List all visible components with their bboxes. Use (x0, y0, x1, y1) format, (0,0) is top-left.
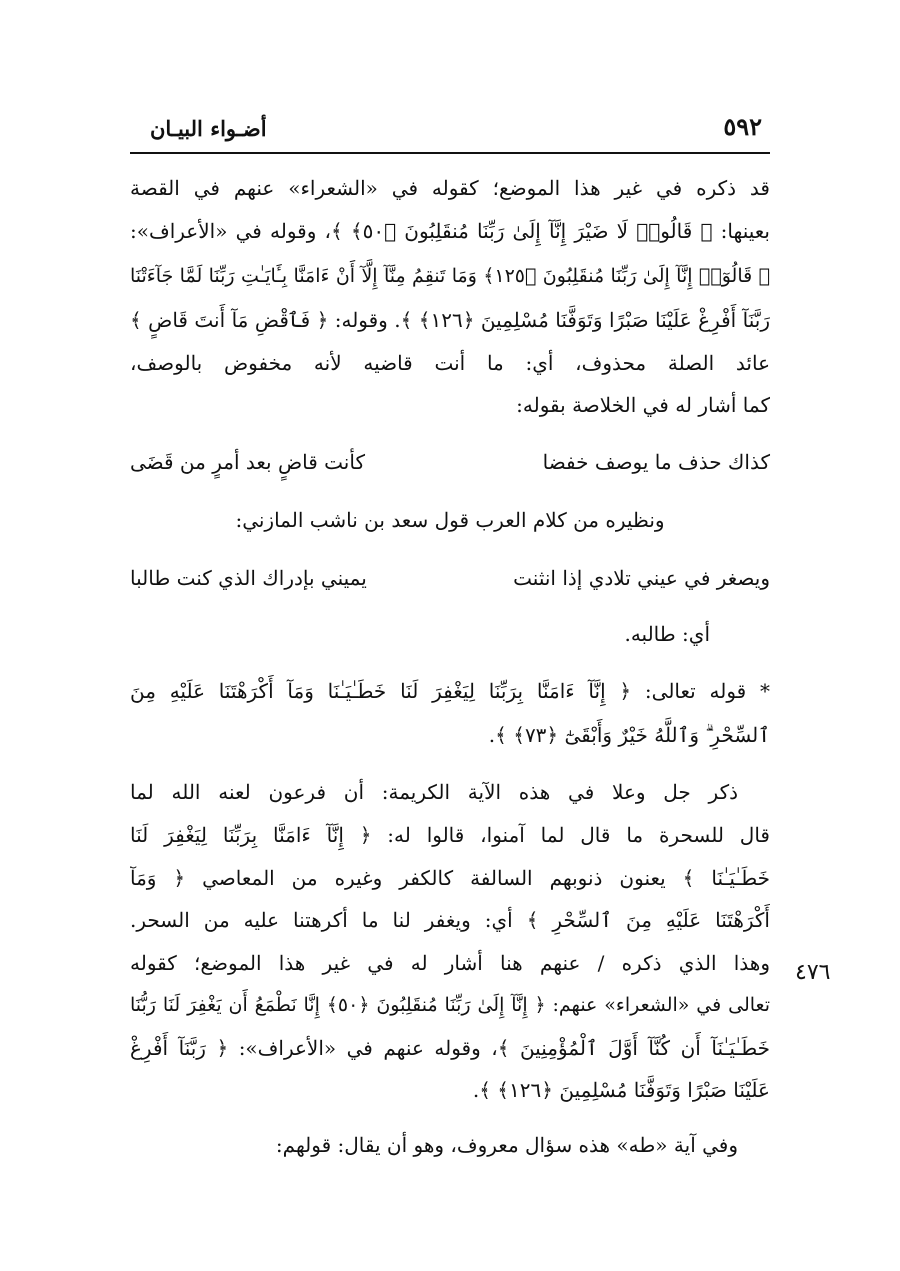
paragraph-line: تعالى في «الشعراء» عنهم: ﴿ إِنَّآ إِلَىٰ رَبِّنَا مُنقَلِبُونَ ﴿٥٠﴾ إِنَّا نَطْمَعُ أَن يَغْفِرَ لَنَا رَبُّنَا (130, 994, 770, 1016)
verse-first-hemistich: كذاك حذف ما يوصف خفضا (542, 450, 770, 474)
paragraph-line: أَكْرَهْتَنَا عَلَيْهِ مِنَ ٱلسِّحْرِ ﴾ أي: ويغفر لنا ما أكرهتنا عليه من السحر. (130, 908, 770, 932)
section-heading-line: ٱلسِّحْرِ ۗ وَٱللَّهُ خَيْرٌ وَأَبْقَىٰٓ ﴿٧٣﴾ ﴾. (488, 723, 770, 747)
paragraph-line: خَطَـٰيَـٰنَآ أَن كُنَّآ أَوَّلَ ٱلْمُؤْمِنِينَ ﴾، وقوله عنهم في «الأعراف»: ﴿ رَبَّنَآ أَفْرِغْ (130, 1036, 770, 1060)
margin-page-reference: ٤٧٦ (795, 960, 831, 985)
gloss-line: أي: طالبه. (624, 622, 710, 646)
paragraph-line: وهذا الذي ذكره / عنهم هنا أشار له في غير هذا الموضع؛ كقوله (130, 951, 770, 975)
page-header (130, 108, 770, 154)
paragraph-line: عائد الصلة محذوف، أي: ما أنت قاضيه لأنه مخفوض بالوصف، (130, 351, 770, 375)
poetry-verse (130, 442, 770, 482)
intro-line: ونظيره من كلام العرب قول سعد بن ناشب المازني: (235, 508, 665, 532)
paragraph-line: قد ذكره في غير هذا الموضع؛ كقوله في «الشعراء» عنهم في القصة (130, 176, 770, 200)
verse-first-hemistich: ويصغر في عيني تلادي إذا انثنت (513, 566, 770, 590)
paragraph-line: كما أشار له في الخلاصة بقوله: (516, 393, 770, 417)
paragraph-line: قال للسحرة ما قال لما آمنوا، قالوا له: ﴿ إِنَّآ ءَامَنَّا بِرَبِّنَا لِيَغْفِرَ لَنَا (130, 823, 770, 847)
page-number: ٥٩٢ (723, 112, 762, 141)
paragraph-line: عَلَيْنَا صَبْرًا وَتَوَفَّنَا مُسْلِمِينَ ﴿١٢٦﴾ ﴾. (472, 1078, 770, 1102)
poetry-verse (130, 558, 770, 598)
paragraph-line: ﴿ قَالُوٓا۟ إِنَّآ إِلَىٰ رَبِّنَا مُنقَلِبُونَ ﴿١٢٥﴾ وَمَا تَنقِمُ مِنَّآ إِلَّآ أَنْ ءَامَنَّا بِـَٔايَـٰتِ رَبِّنَا لَمَّا جَآءَتْنَا (130, 265, 770, 287)
closing-line: وفي آية «طه» هذه سؤال معروف، وهو أن يقال: قولهم: (275, 1133, 738, 1157)
paragraph-line: خَطَـٰيَـٰنَا ﴾ يعنون ذنوبهم السالفة كالكفر وغيره من المعاصي ﴿ وَمَآ (130, 866, 770, 890)
section-heading-line: * قوله تعالى: ﴿ إِنَّآ ءَامَنَّا بِرَبِّنَا لِيَغْفِرَ لَنَا خَطَـٰيَـٰنَا وَمَآ أَكْرَهْتَنَا عَلَيْهِ مِنَ (130, 679, 770, 703)
book-title: أضـواء البيـان (150, 116, 267, 141)
paragraph-line: رَبَّنَآ أَفْرِغْ عَلَيْنَا صَبْرًا وَتَوَفَّنَا مُسْلِمِينَ ﴿١٢٦﴾ ﴾. وقوله: ﴿ فَٱقْضِ مَآ أَنتَ قَاضٍ ﴾ (130, 308, 770, 332)
paragraph-line: بعينها: ﴿ قَالُوا۟ لَا ضَيْرَ إِنَّآ إِلَىٰ رَبِّنَا مُنقَلِبُونَ ﴿٥٠﴾ ﴾، وقوله في «الأعراف»: (130, 219, 770, 243)
verse-second-hemistich: كأنت قاضٍ بعد أمرٍ من قَضَى (130, 450, 365, 474)
paragraph-line: ذكر جل وعلا في هذه الآية الكريمة: أن فرعون لعنه الله لما (130, 780, 738, 804)
verse-second-hemistich: يميني بإدراك الذي كنت طالبا (130, 566, 367, 590)
